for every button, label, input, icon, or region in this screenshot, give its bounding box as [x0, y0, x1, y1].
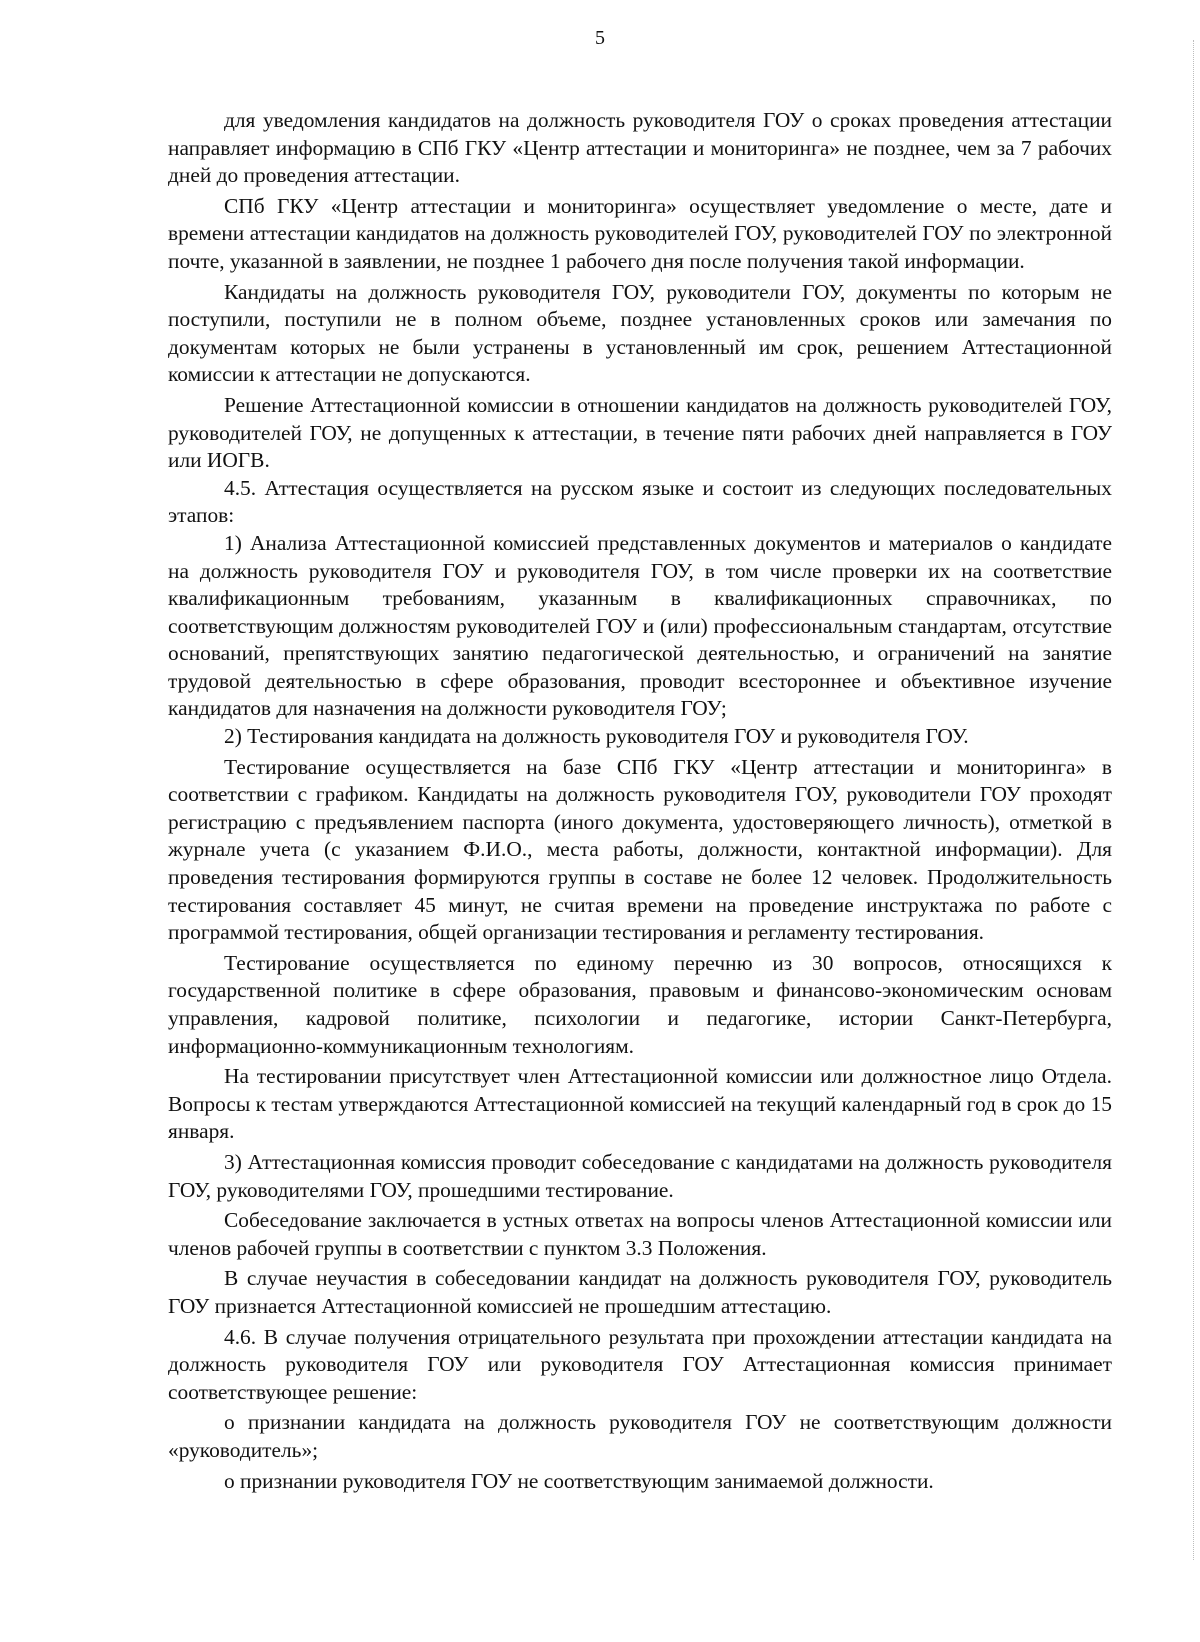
- document-body: [168, 107, 1112, 1495]
- paragraph-decision-candidate: о признании кандидата на должность руководителя ГОУ не соответствующим должности «руководитель»;: [168, 1410, 1112, 1462]
- paragraph-center-notification: СПб ГКУ «Центр аттестации и мониторинга» осуществляет уведомление о месте, дате и времени аттестации кандидатов на должность руководителей ГОУ, руководителей ГОУ по электронной почте, указанной в заявлении, не позднее 1 рабочего дня после получения такой информации.: [168, 193, 1112, 273]
- paragraph-not-admitted: Кандидаты на должность руководителя ГОУ, руководители ГОУ, документы по которым не поступили, поступили не в полном объеме, позднее установленных сроков или замечания по документам которых не были устранены в установленный им срок, решением Аттестационной комиссии к аттестации не допускаются.: [168, 279, 1112, 387]
- paragraph-4-5-stages: 4.5. Аттестация осуществляется на русском языке и состоит из следующих последовательных этапов:: [168, 475, 1112, 528]
- paragraph-interview-format: Собеседование заключается в устных ответах на вопросы членов Аттестационной комиссии или членов рабочей группы в соответствии с пунктом 3.3 Положения.: [168, 1208, 1112, 1260]
- paragraph-decision-head: о признании руководителя ГОУ не соответствующим занимаемой должности.: [224, 1468, 934, 1493]
- paragraph-stage-2-testing: 2) Тестирования кандидата на должность руководителя ГОУ и руководителя ГОУ.: [224, 724, 969, 749]
- paragraph-notification-deadline: для уведомления кандидатов на должность руководителя ГОУ о сроках проведения аттестации направляет информацию в СПб ГКУ «Центр аттестации и мониторинга» не позднее, чем за 7 рабочих дней до проведения аттестации.: [168, 108, 1112, 188]
- paragraph-stage-1-analysis: 1) Анализа Аттестационной комиссией представленных документов и материалов о кандидате на должность руководителя ГОУ и руководителя ГОУ, в том числе проверки их на соответствие квалификационным требованиям, указанным в квалификационных справочниках, по соответствующим должностям руководителей ГОУ и (или) профессиональным стандартам, отсутствие оснований, препятствующих занятию педагогической деятельностью, и ограничений на занятие трудовой деятельностью в сфере образования, проводит всестороннее и объективное изучение кандидатов для назначения на должности руководителя ГОУ;: [168, 530, 1112, 721]
- paragraph-testing-questions: Тестирование осуществляется по единому перечню из 30 вопросов, относящихся к государственной политике в сфере образования, правовым и финансово-экономическим основам управления, кадровой политике, психологии и педагогике, истории Санкт-Петербурга, информационно-коммуникационным технологиям.: [168, 950, 1112, 1058]
- paragraph-interview-absence: В случае неучастия в собеседовании кандидат на должность руководителя ГОУ, руководитель ГОУ признается Аттестационной комиссией не прошедшим аттестацию.: [168, 1266, 1112, 1318]
- page-number: 5: [595, 27, 605, 49]
- paragraph-testing-procedure: Тестирование осуществляется на базе СПб ГКУ «Центр аттестации и мониторинга» в соответствии с графиком. Кандидаты на должность руководителя ГОУ, руководители ГОУ проходят регистрацию с предъявлением паспорта (иного документа, удостоверяющего личность), отметкой в журнале учета (с указанием Ф.И.О., места работы, должности, контактной информации). Для проведения тестирования формируются группы в составе не более 12 человек. Продолжительность тестирования составляет 45 минут, не считая времени на проведение инструктажа по работе с программой тестирования, общей организации тестирования и регламенту тестирования.: [168, 754, 1112, 945]
- paragraph-stage-3-interview: 3) Аттестационная комиссия проводит собеседование с кандидатами на должность руководителя ГОУ, руководителями ГОУ, прошедшими тестирование.: [168, 1149, 1112, 1202]
- paragraph-testing-attendance: На тестировании присутствует член Аттестационной комиссии или должностное лицо Отдела. Вопросы к тестам утверждаются Аттестационной комиссией на текущий календарный год в срок до 15 января.: [168, 1064, 1112, 1144]
- paragraph-4-6-negative-result: 4.6. В случае получения отрицательного результата при прохождении аттестации кандидата на должность руководителя ГОУ или руководителя ГОУ Аттестационная комиссия принимает соответствующее решение:: [168, 1324, 1112, 1404]
- paragraph-decision-not-admitted: Решение Аттестационной комиссии в отношении кандидатов на должность руководителей ГОУ, руководителей ГОУ, не допущенных к аттестации, в течение пяти рабочих дней направляется в ГОУ или ИОГВ.: [168, 392, 1112, 473]
- scan-edge-line: [1192, 40, 1194, 1560]
